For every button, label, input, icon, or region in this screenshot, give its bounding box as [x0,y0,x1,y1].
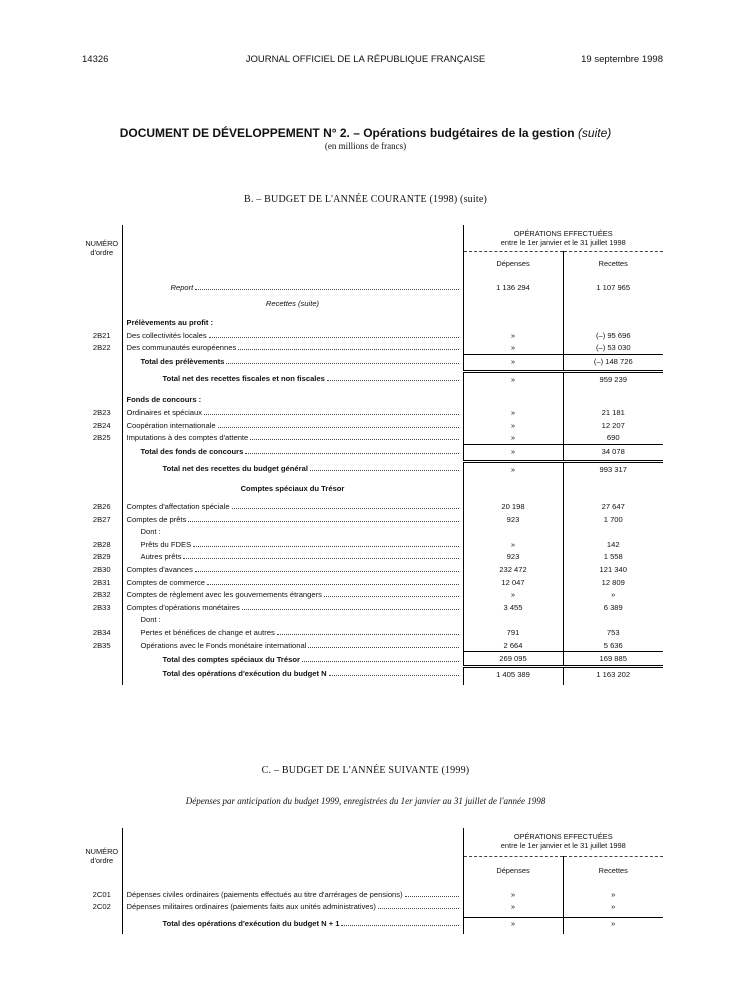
recettes-value: (–) 148 726 [563,354,663,367]
header-num: NUMÉRO d'ordre [85,239,119,257]
row-label-cell [122,431,463,444]
row-label-cell [122,341,463,354]
budget-1999-table [82,828,663,934]
row-number [82,526,122,539]
budget-1999-body [82,884,663,934]
issue-date: 19 septembre 1998 [581,54,663,65]
leader-dots [188,520,458,522]
leader-dots [238,348,458,350]
header-num-c: NUMÉRO d'ordre [85,847,119,865]
leader-dots [226,362,458,364]
row-label: Pertes et bénéfices de change et autres [140,628,275,638]
depenses-value: » [463,419,563,432]
recettes-value: 1 558 [603,552,623,562]
row-label: Des communautés européennes [126,343,237,353]
row-label-cell [122,281,463,294]
spacer-row [82,386,663,394]
table-row [82,419,663,432]
recettes-value [563,482,663,495]
row-number: 2B21 [92,330,111,340]
row-label-cell [122,551,463,564]
row-label-cell [122,888,463,901]
leader-dots [218,426,459,428]
table-row [82,601,663,614]
depenses-value: 923 [463,551,563,564]
page-number: 14326 [82,54,109,65]
table-row [82,652,663,667]
leader-dots [204,413,458,415]
table-row [82,462,663,476]
table-row [82,406,663,419]
depenses-value: » [463,341,563,354]
table-row [82,329,663,342]
table-row [82,500,663,513]
row-number: 2B29 [92,552,111,562]
depenses-value: » [463,329,563,342]
row-number: 2B34 [92,628,111,638]
table-row [82,576,663,589]
section-c-title: C. – BUDGET DE L'ANNÉE SUIVANTE (1999) [261,765,470,776]
row-label: Total des prélèvements [140,356,225,366]
leader-dots [327,379,459,381]
journal-title: JOURNAL OFFICIEL DE LA RÉPUBLIQUE FRANÇAISE [245,54,486,65]
row-label-cell [122,526,463,539]
header-operations: OPÉRATIONS EFFECTUÉES entre le 1er janvier et le 31 juillet 1998 [500,229,626,247]
depenses-value: 2 664 [463,639,563,652]
depenses-value [463,316,563,329]
recettes-value: 21 181 [601,408,625,418]
row-label: Imputations à des comptes d'attente [126,433,249,443]
depenses-value: 923 [463,513,563,526]
leader-dots [277,633,459,635]
depenses-value [463,298,563,311]
recettes-value: 959 239 [563,372,663,386]
recettes-value: 1 163 202 [563,667,663,681]
row-label: Total net des recettes du budget général [162,464,308,474]
row-label-cell [122,614,463,627]
depenses-value: » [463,588,563,601]
row-label-cell [122,901,463,914]
recettes-value [563,614,663,627]
budget-1998-table [82,225,663,685]
table-row [82,588,663,601]
recettes-value [563,526,663,539]
row-number: 2B22 [92,343,111,353]
row-label-cell [122,372,463,386]
depenses-value: 12 047 [463,576,563,589]
row-number: 2B32 [92,590,111,600]
leader-dots [242,608,459,610]
spacer-row [82,681,663,685]
row-number [82,372,122,386]
depenses-value: 269 095 [463,652,563,667]
leader-dots [378,907,459,909]
table-row [82,341,663,354]
recettes-value: 6 389 [603,602,623,612]
recettes-value: 1 700 [603,514,623,524]
row-number: 2B30 [92,565,111,575]
table-row [82,563,663,576]
recettes-value: 121 340 [599,565,627,575]
row-label-cell [122,394,463,407]
table-row [82,626,663,639]
recettes-value: » [611,590,616,600]
table-row [82,526,663,539]
depenses-value: » [463,406,563,419]
recettes-value: 690 [606,433,620,443]
row-label-cell [122,298,463,311]
row-label-cell [122,917,463,930]
row-number [82,652,122,667]
row-label: Comptes de prêts [126,514,187,524]
depenses-value: 1 136 294 [463,281,563,294]
leader-dots [308,646,458,648]
header-recettes-c: Recettes [563,856,663,884]
row-label: Total des fonds de concours [140,446,244,456]
table-row [82,482,663,495]
depenses-value: » [463,888,563,901]
leader-dots [245,452,458,454]
table-row [82,667,663,681]
leader-dots [405,895,459,897]
budget-1998-body [82,275,663,685]
unit-note: (en millions de francs) [324,141,407,151]
depenses-value: » [463,901,563,914]
row-label: Total des opérations d'exécution du budget N + 1 [162,919,340,929]
table-row [82,513,663,526]
row-label: Comptes de commerce [126,577,205,587]
row-label: Comptes de règlement avec les gouvernements étrangers [126,590,322,600]
table-row [82,372,663,386]
table-row [82,639,663,652]
depenses-value [463,394,563,407]
row-label: Autres prêts [140,552,182,562]
depenses-value [463,614,563,627]
section-b-title: B. – BUDGET DE L'ANNÉE COURANTE (1998) (suite) [243,194,487,205]
row-label: Comptes d'affectation spéciale [126,502,230,512]
row-label-cell [122,563,463,576]
row-label-cell [122,513,463,526]
recettes-value [563,298,663,311]
row-label-cell [122,419,463,432]
row-label: Total net des recettes fiscales et non fiscales [162,374,325,384]
depenses-value: 3 455 [463,601,563,614]
recettes-value: 169 885 [563,652,663,667]
table-row [82,538,663,551]
row-number: 2C01 [92,889,111,899]
row-number [82,482,122,495]
row-label: Des collectivités locales [126,330,207,340]
table-row [82,394,663,407]
section-c-subtitle: Dépenses par anticipation du budget 1999, enregistrées du 1er janvier au 31 juillet de l'année 1998 [185,796,546,806]
row-number: 2B26 [92,502,111,512]
row-label-cell [122,316,463,329]
recettes-value: 5 636 [603,640,623,650]
row-number: 2B27 [92,514,111,524]
row-label-cell [122,354,463,367]
table-row [82,901,663,914]
header-depenses-c: Dépenses [463,856,563,884]
recettes-value: 753 [606,628,620,638]
table-row [82,445,663,458]
row-number [82,462,122,476]
row-label: Coopération internationale [126,420,216,430]
row-label-cell [122,652,463,667]
row-label: Comptes d'opérations monétaires [126,602,240,612]
depenses-value: » [463,372,563,386]
row-label-cell [122,538,463,551]
row-label-cell [122,588,463,601]
spacer-row [82,930,663,934]
header-label [122,225,463,275]
row-label: Total des opérations d'exécution du budget N [162,669,327,679]
depenses-value [463,526,563,539]
leader-dots [183,557,458,559]
depenses-value [463,482,563,495]
row-label: Comptes spéciaux du Trésor [240,483,345,493]
row-label-cell [122,626,463,639]
table-row [82,614,663,627]
recettes-value: » [611,889,616,899]
row-label: Fonds de concours : [126,395,202,405]
row-number: 2B25 [92,433,111,443]
row-number [82,394,122,407]
recettes-value: » [563,917,663,930]
row-number: 2B31 [92,577,111,587]
row-label: Prélèvements au profit : [126,317,214,327]
row-label-cell [122,639,463,652]
row-label: Dont : [140,527,161,537]
depenses-value: » [463,354,563,367]
depenses-value: » [463,917,563,930]
table-row [82,917,663,930]
row-label-cell [122,462,463,476]
recettes-value: 27 647 [601,502,625,512]
recettes-value: 1 107 965 [596,282,631,292]
table-row [82,431,663,444]
row-label: Opérations avec le Fonds monétaire international [140,640,307,650]
row-number: 2B33 [92,602,111,612]
document-title: DOCUMENT DE DÉVELOPPEMENT N° 2. – Opérations budgétaires de la gestion (suite) [119,126,612,140]
leader-dots [193,545,458,547]
recettes-value: 142 [606,539,620,549]
depenses-value: 232 472 [463,563,563,576]
row-number [82,298,122,311]
row-label: Recettes (suite) [265,299,320,309]
row-label: Total des comptes spéciaux du Trésor [162,654,300,664]
row-label-cell [122,601,463,614]
row-number [82,917,122,930]
row-label-cell [122,667,463,681]
depenses-value: » [463,445,563,458]
leader-dots [310,469,459,471]
header-recettes: Recettes [563,251,663,275]
leader-dots [324,595,459,597]
row-number: 2C02 [92,902,111,912]
table-row [82,888,663,901]
depenses-value: » [463,431,563,444]
row-label: Prêts du FDES [140,539,192,549]
depenses-value: 20 198 [463,500,563,513]
row-label: Dont : [140,615,161,625]
table-row [82,281,663,294]
leader-dots [302,660,459,662]
row-number [82,354,122,367]
row-label: Dépenses civiles ordinaires (paiements effectués au titre d'arrérages de pensions) [126,889,403,899]
recettes-value: » [611,902,616,912]
row-label-cell [122,329,463,342]
row-label: Comptes d'avances [126,565,193,575]
leader-dots [250,438,458,440]
recettes-value: 12 207 [601,420,625,430]
row-label: Report [170,282,194,292]
table-row [82,551,663,564]
leader-dots [207,583,459,585]
header-operations-c: OPÉRATIONS EFFECTUÉES entre le 1er janvier et le 31 juillet 1998 [500,832,626,850]
depenses-value: » [463,462,563,476]
depenses-value: » [463,538,563,551]
recettes-value: 12 809 [601,577,625,587]
leader-dots [195,570,459,572]
table-row [82,316,663,329]
row-label-cell [122,500,463,513]
depenses-value: 791 [463,626,563,639]
row-number: 2B23 [92,408,111,418]
header-label-c [122,828,463,884]
depenses-value: 1 405 389 [463,667,563,681]
row-label-cell [122,576,463,589]
recettes-value: 993 317 [563,462,663,476]
header-depenses: Dépenses [463,251,563,275]
row-label-cell [122,445,463,458]
row-number: 2B24 [92,420,111,430]
recettes-value [563,394,663,407]
row-number [82,445,122,458]
row-label-cell [122,406,463,419]
leader-dots [195,288,458,290]
row-label: Ordinaires et spéciaux [126,408,203,418]
recettes-value: 34 078 [563,445,663,458]
row-number [82,316,122,329]
leader-dots [232,507,459,509]
leader-dots [209,336,459,338]
row-number [82,614,122,627]
recettes-value: (–) 95 696 [595,330,631,340]
table-row [82,298,663,311]
recettes-value: (–) 53 030 [595,343,631,353]
table-row [82,354,663,367]
row-label: Dépenses militaires ordinaires (paiements faits aux unités administratives) [126,902,376,912]
row-number [82,281,122,294]
row-label-cell [122,482,463,495]
row-number: 2B28 [92,539,111,549]
leader-dots [329,674,459,676]
row-number [82,667,122,681]
row-number: 2B35 [92,640,111,650]
leader-dots [341,924,458,926]
recettes-value [563,316,663,329]
